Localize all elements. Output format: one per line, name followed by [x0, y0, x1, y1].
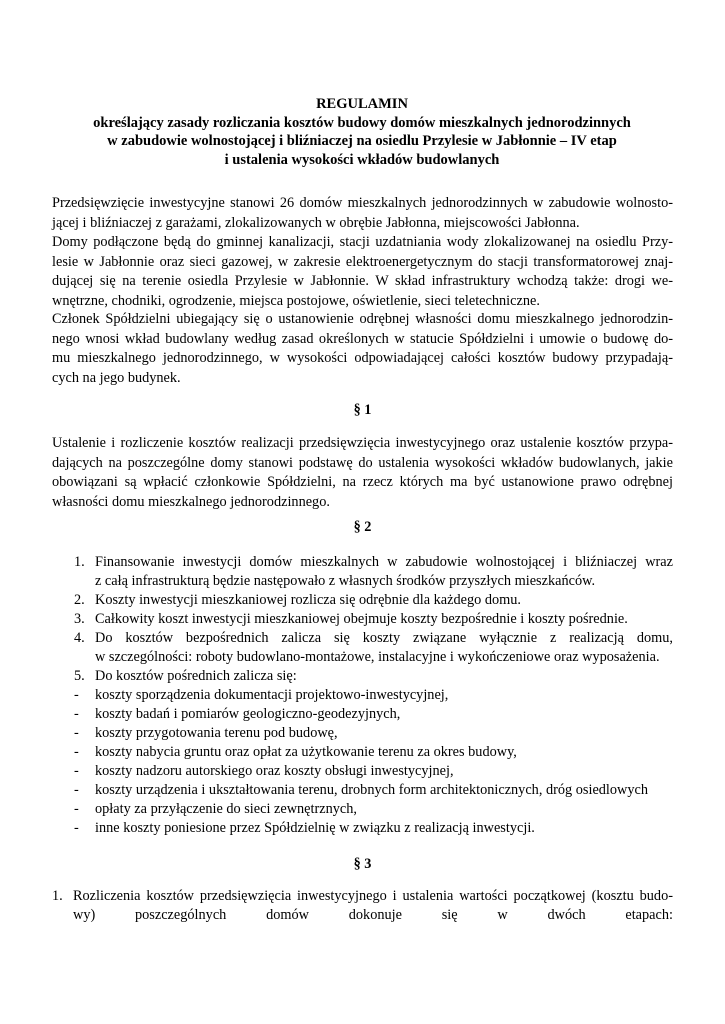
text-line: dających na poszczególne domy stanowi podstawę do ustalenia wysokości wkładów budowlanych, jakie — [52, 454, 673, 471]
text-line: Całkowity koszt inwestycji mieszkaniowej obejmuje koszty bezpośrednie i koszty pośrednie. — [95, 611, 628, 627]
text-line: cych na jego budynek. — [52, 369, 181, 386]
title-line-1: REGULAMIN — [316, 96, 408, 112]
text-line: jącej i bliźniaczej z garażami, zlokalizowanych w obrębie Jabłonna, miejscowości Jabłonna. — [52, 214, 580, 231]
dash-bullet: - — [74, 725, 79, 741]
text-line: z całą infrastrukturą będzie następowało z własnych środków przyszłych mieszkańców. — [95, 573, 596, 589]
text-line: mu mieszkalnego jednorodzinnego, w wysokości odpowiadającej całości kosztów budowy przypadają- — [52, 350, 673, 366]
intro-paragraph-2 — [52, 310, 673, 388]
text-line: lesie w Jabłonnie oraz sieci gazowej, w zakresie elektroenergetycznym do stacji transformatorowej znaj- — [52, 253, 673, 270]
text-line: wnętrzne, chodniki, ogrodzenie, miejsca postojowe, oświetlenie, sieci teletechniczne. — [52, 292, 540, 309]
dash-item-text: koszty urządzenia i ukształtowania terenu, drobnych form architektonicznych, dróg osiedlowych — [95, 782, 649, 798]
list-number: 5. — [74, 668, 85, 684]
text-line: w szczególności: roboty budowlano-montażowe, instalacyjne i wykończeniowe oraz wyposażenia. — [95, 649, 660, 665]
dash-item-text: koszty przygotowania terenu pod budowę, — [95, 725, 338, 741]
dash-bullet: - — [74, 763, 79, 779]
list-number: 1. — [74, 554, 85, 570]
section-2-heading: § 2 — [353, 519, 372, 535]
text-line: Przedsięwzięcie inwestycyjne stanowi 26 domów mieszkalnych jednorodzinnych w zabudowie wolnosto- — [52, 195, 673, 211]
text-line: Ustalenie i rozliczenie kosztów realizacji przedsięwzięcia inwestycyjnego oraz ustalenie kosztów przypa- — [52, 435, 673, 451]
text-line: Koszty inwestycji mieszkaniowej rozlicza się odrębnie dla każdego domu. — [95, 592, 521, 608]
text-line: dującej się na terenie osiedla Przylesie w Jabłonnie. W skład infrastruktury wchodzą także: drogi we- — [52, 273, 673, 289]
text-line: Domy podłączone będą do gminnej kanalizacji, stacji uzdatniania wody zlokalizowanej na osiedlu Przy- — [52, 234, 673, 250]
intro-paragraph-1 — [52, 194, 673, 311]
dash-bullet: - — [74, 801, 79, 817]
text-line: własności domu mieszkalnego jednorodzinnego. — [52, 493, 330, 510]
list-number: 2. — [74, 592, 85, 608]
dash-item-text: koszty sporządzenia dokumentacji projektowo-inwestycyjnej, — [95, 687, 449, 703]
text-line: Rozliczenia kosztów przedsięwzięcia inwestycyjnego i ustalenia wartości początkowej (kosztu budo- — [73, 888, 673, 904]
dash-bullet: - — [74, 782, 79, 798]
dash-item-text: opłaty za przyłączenie do sieci zewnętrznych, — [95, 801, 357, 817]
title-line-4: i ustalenia wysokości wkładów budowlanych — [224, 151, 500, 168]
dash-item-text: koszty badań i pomiarów geologiczno-geodezyjnych, — [95, 706, 401, 722]
dash-bullet: - — [74, 687, 79, 703]
dash-item-text: koszty nabycia gruntu oraz opłat za użytkowanie terenu za okres budowy, — [95, 744, 517, 760]
dash-bullet: - — [74, 820, 79, 836]
text-line: Finansowanie inwestycji domów mieszkalnych w zabudowie wolnostojącej i bliźniaczej wraz — [95, 554, 673, 570]
text-line: obowiązani są wpłacić członkowie Spółdzielni, na rzecz których ma być ustanowione prawo odrębnej — [52, 474, 673, 490]
text-line: Do kosztów bezpośrednich zalicza się koszty związane wyłącznie z realizacją domu, — [95, 630, 673, 646]
text-line: wy) poszczególnych domów dokonuje się w dwóch etapach: — [73, 907, 673, 923]
list-number: 1. — [52, 888, 63, 904]
dash-item-text: koszty nadzoru autorskiego oraz koszty obsługi inwestycyjnej, — [95, 763, 454, 779]
section-1-paragraph — [52, 434, 673, 512]
title-line-3: w zabudowie wolnostojącej i bliźniaczej na osiedlu Przylesie w Jabłonnie – IV etap — [107, 133, 617, 149]
document-title — [52, 95, 672, 169]
section-1-heading: § 1 — [353, 402, 372, 418]
dash-bullet: - — [74, 706, 79, 722]
text-line: Członek Spółdzielni ubiegający się o ustanowienie odrębnej własności domu mieszkalnego jednorodzin- — [52, 311, 673, 327]
title-line-2: określający zasady rozliczania kosztów budowy domów mieszkalnych jednorodzinnych — [93, 114, 631, 131]
list-number: 4. — [74, 630, 85, 646]
dash-bullet: - — [74, 744, 79, 760]
text-line: nego wnosi wkład budowlany według zasad określonych w statucie Spółdzielni i umowie o budowę do- — [52, 330, 673, 347]
dash-item-text: inne koszty poniesione przez Spółdzielnię w związku z realizacją inwestycji. — [95, 820, 535, 836]
text-line: Do kosztów pośrednich zalicza się: — [95, 668, 297, 684]
list-number: 3. — [74, 611, 85, 627]
section-3-heading: § 3 — [353, 856, 372, 872]
